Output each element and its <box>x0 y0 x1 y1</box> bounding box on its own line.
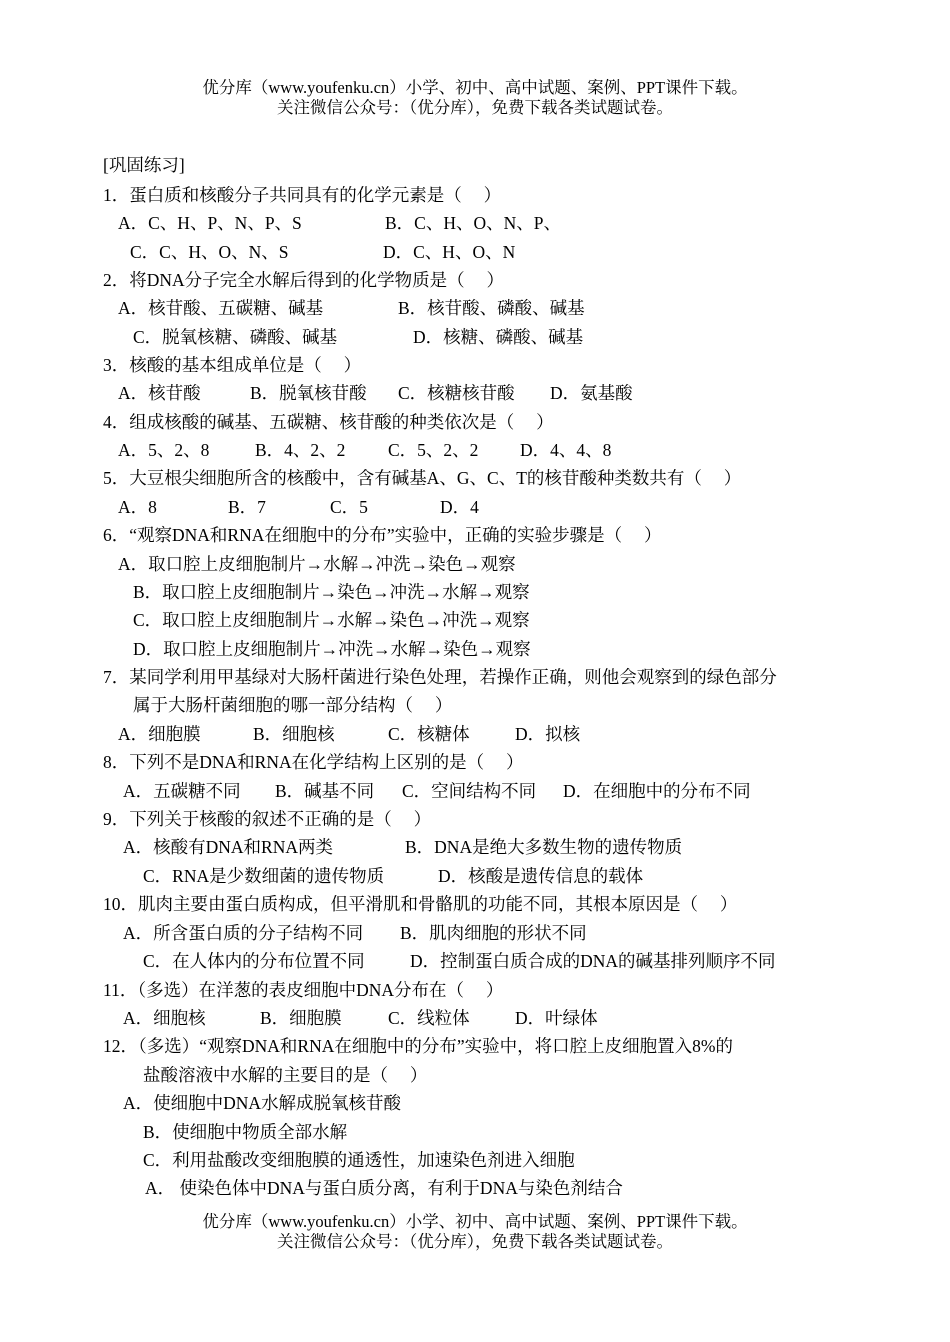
option: B．取口腔上皮细胞制片→染色→冲洗→水解→观察 <box>133 582 530 602</box>
question-stem: 7．某同学利用甲基绿对大肠杆菌进行染色处理，若操作正确，则他会观察到的绿色部分 <box>103 667 777 687</box>
option: A．5、2、8 <box>118 440 210 460</box>
option: C．RNA是少数细菌的遗传物质 <box>143 866 385 886</box>
option: A．C、H、P、N、P、S <box>118 213 302 233</box>
option: A． 使染色体中DNA与蛋白质分离，有利于DNA与染色剂结合 <box>145 1178 623 1198</box>
option: D．核酸是遗传信息的载体 <box>438 866 644 886</box>
question-stem: 3．核酸的基本组成单位是（ ） <box>103 355 362 375</box>
question-stem: 9．下列关于核酸的叙述不正确的是（ ） <box>103 809 432 829</box>
option: D．取口腔上皮细胞制片→冲洗→水解→染色→观察 <box>133 639 531 659</box>
option: C．脱氧核糖、磷酸、碱基 <box>133 327 338 347</box>
option: D．氨基酸 <box>550 383 633 403</box>
option: C．5、2、2 <box>388 440 479 460</box>
option: B．4、2、2 <box>255 440 346 460</box>
question-stem: 1．蛋白质和核酸分子共同具有的化学元素是（ ） <box>103 185 502 205</box>
option: B．DNA是绝大多数生物的遗传物质 <box>405 837 683 857</box>
option: D．控制蛋白质合成的DNA的碱基排列顺序不同 <box>410 951 776 971</box>
option: A．8 <box>118 497 157 517</box>
option: D．叶绿体 <box>515 1008 598 1028</box>
question-stem: 8．下列不是DNA和RNA在化学结构上区别的是（ ） <box>103 752 524 772</box>
option: C．5 <box>330 497 368 517</box>
option: B．细胞核 <box>253 724 335 744</box>
option: D．C、H、O、N <box>383 242 516 262</box>
option: C．空间结构不同 <box>402 781 537 801</box>
option: B．核苷酸、磷酸、碱基 <box>398 298 585 318</box>
option: C．取口腔上皮细胞制片→水解→染色→冲洗→观察 <box>133 610 530 630</box>
option: A．使细胞中DNA水解成脱氧核苷酸 <box>123 1093 402 1113</box>
option: C．核糖体 <box>388 724 470 744</box>
question-stem: 2．将DNA分子完全水解后得到的化学物质是（ ） <box>103 270 505 290</box>
option: D．4、4、8 <box>520 440 612 460</box>
option: C．线粒体 <box>388 1008 470 1028</box>
option: C．核糖核苷酸 <box>398 383 515 403</box>
question-stem-continued: 属于大肠杆菌细胞的哪一部分结构（ ） <box>133 695 453 715</box>
option: C．C、H、O、N、S <box>130 242 289 262</box>
option: B．C、H、O、N、P、 <box>385 213 561 233</box>
option: D．4 <box>440 497 479 517</box>
option: A．所含蛋白质的分子结构不同 <box>123 923 364 943</box>
header-line-1: 优分库（www.youfenku.cn）小学、初中、高中试题、案例、PPT课件下载。 <box>202 78 748 97</box>
option: A．核酸有DNA和RNA两类 <box>123 837 333 857</box>
option: A．细胞膜 <box>118 724 201 744</box>
question-stem: 11．（多选）在洋葱的表皮细胞中DNA分布在（ ） <box>103 980 504 1000</box>
footer-line-2: 关注微信公众号：（优分库），免费下载各类试题试卷。 <box>277 1232 673 1251</box>
option: C．在人体内的分布位置不同 <box>143 951 365 971</box>
option: A．核苷酸、五碳糖、碱基 <box>118 298 324 318</box>
option: B．7 <box>228 497 266 517</box>
question-stem: 5．大豆根尖细胞所含的核酸中，含有碱基A、G、C、T的核苷酸种类数共有（ ） <box>103 468 742 488</box>
section-title: [巩固练习] <box>103 155 185 175</box>
option: B．碱基不同 <box>275 781 375 801</box>
footer-line-1: 优分库（www.youfenku.cn）小学、初中、高中试题、案例、PPT课件下载。 <box>202 1212 748 1231</box>
option: A．五碳糖不同 <box>123 781 241 801</box>
option: B．使细胞中物质全部水解 <box>143 1122 348 1142</box>
option: D．核糖、磷酸、碱基 <box>413 327 584 347</box>
question-stem: 10．肌肉主要由蛋白质构成，但平滑肌和骨骼肌的功能不同，其根本原因是（ ） <box>103 894 738 914</box>
option: D．拟核 <box>515 724 581 744</box>
option: B．脱氧核苷酸 <box>250 383 367 403</box>
question-stem: 6．“观察DNA和RNA在细胞中的分布”实验中，正确的实验步骤是（ ） <box>103 525 662 545</box>
question-stem: 4．组成核酸的碱基、五碳糖、核苷酸的种类依次是（ ） <box>103 412 554 432</box>
option: A．取口腔上皮细胞制片→水解→冲洗→染色→观察 <box>118 554 516 574</box>
question-stem-continued: 盐酸溶液中水解的主要目的是（ ） <box>143 1065 428 1085</box>
option: A．核苷酸 <box>118 383 201 403</box>
option: B．肌肉细胞的形状不同 <box>400 923 587 943</box>
option: D．在细胞中的分布不同 <box>563 781 751 801</box>
option: A．细胞核 <box>123 1008 206 1028</box>
header-line-2: 关注微信公众号：（优分库），免费下载各类试题试卷。 <box>277 98 673 117</box>
option: B．细胞膜 <box>260 1008 342 1028</box>
question-stem: 12．（多选）“观察DNA和RNA在细胞中的分布”实验中，将口腔上皮细胞置入8%的 <box>103 1036 733 1056</box>
option: C．利用盐酸改变细胞膜的通透性，加速染色剂进入细胞 <box>143 1150 575 1170</box>
